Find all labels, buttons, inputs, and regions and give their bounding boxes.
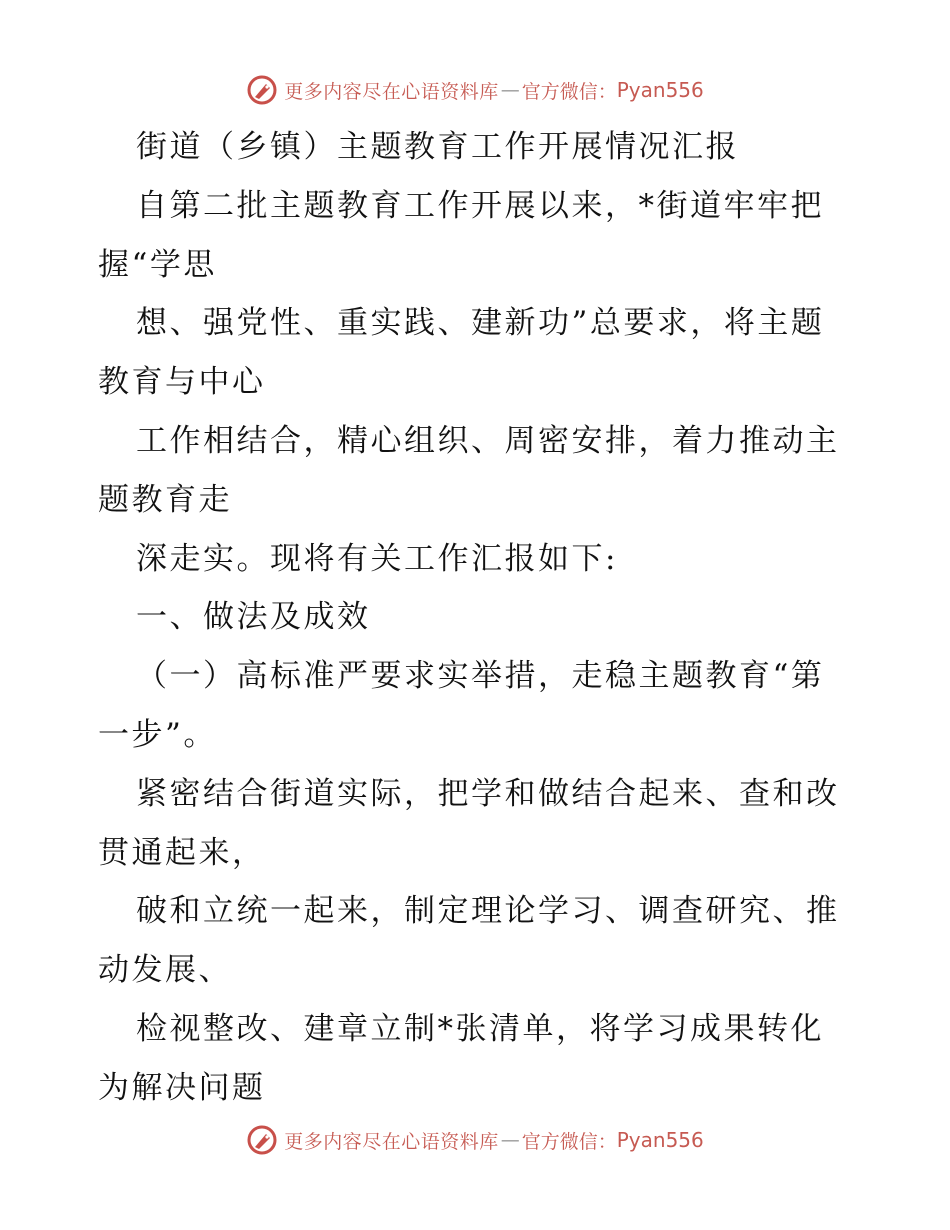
text-line: 自第二批主题教育工作开展以来，*街道牢牢把: [136, 187, 824, 224]
text-line: 破和立统一起来，制定理论学习、调查研究、推: [136, 893, 840, 930]
watermark-contact-label: 官方微信：: [521, 1130, 617, 1153]
text-line: 深走实。现将有关工作汇报如下:: [136, 540, 618, 577]
text-line: 紧密结合街道实际，把学和做结合起来、查和改: [136, 775, 840, 812]
watermark-text: 更多内容尽在心语资料库: [284, 1130, 499, 1153]
text-line: 为解决问题: [98, 1069, 266, 1106]
watermark-contact-id: Pyan556: [616, 78, 704, 102]
text-line: 工作相结合，精心组织、周密安排，着力推动主: [136, 422, 840, 459]
watermark-separator: —: [500, 79, 520, 101]
watermark-text: 更多内容尽在心语资料库: [284, 80, 499, 103]
text-line: 想、强党性、重实践、建新功”总要求，将主题: [136, 305, 825, 342]
text-line: 检视整改、建章立制*张清单，将学习成果转化: [136, 1010, 824, 1047]
pen-nib-logo-icon: [246, 74, 278, 106]
text-line: 握“学思: [98, 246, 217, 283]
header-watermark: [0, 70, 950, 110]
watermark-contact-label: 官方微信：: [521, 80, 617, 103]
text-line: 一、做法及成效: [136, 599, 371, 636]
text-line: （一）高标准严要求实举措，走稳主题教育“第: [136, 658, 825, 695]
footer-watermark: [0, 1120, 950, 1160]
text-line: 街道（乡镇）主题教育工作开展情况汇报: [136, 129, 739, 165]
watermark-contact-id: Pyan556: [616, 1128, 704, 1152]
watermark-separator: —: [500, 1129, 520, 1151]
text-line: 贯通起来，: [98, 834, 266, 871]
document-body: [98, 118, 858, 1118]
text-line: 题教育走: [98, 481, 232, 518]
text-line: 动发展、: [98, 952, 232, 989]
pen-nib-logo-icon: [246, 1124, 278, 1156]
text-line: 一步”。: [98, 716, 217, 753]
text-line: 教育与中心: [98, 364, 266, 401]
